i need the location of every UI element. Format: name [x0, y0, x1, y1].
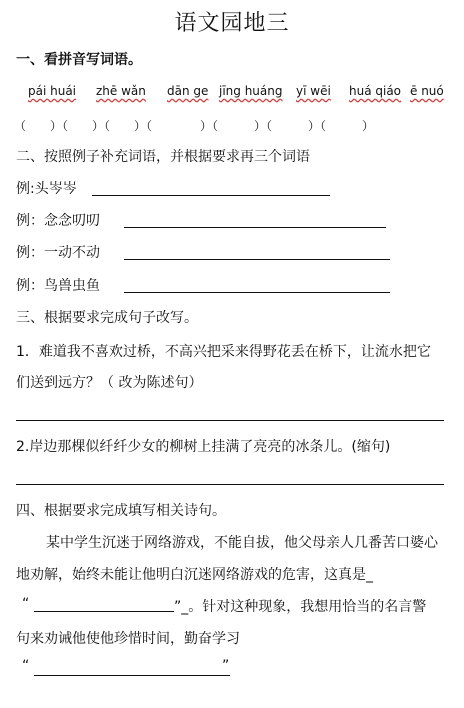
fill-blank-line[interactable] [34, 611, 174, 612]
answer-line[interactable] [124, 227, 386, 228]
paragraph-text: 地劝解，始终未能让他明白沉迷网络游戏的危害，这真是_ [16, 567, 373, 583]
section4-heading: 四、根据要求完成填写相关诗句。 [16, 503, 226, 519]
answer-line[interactable] [16, 420, 444, 421]
quote-open: “ [22, 596, 30, 612]
paragraph-text: 某中学生沉迷于网络游戏，不能自拔，他父母亲人几番苦口婆心 [46, 535, 438, 551]
question-text: 2.岸边那棵似纤纤少女的柳树上挂满了亮亮的冰条儿。(缩句) [16, 439, 391, 455]
answer-line[interactable] [92, 195, 330, 196]
page-title: 语文园地三 [174, 11, 290, 36]
section3-heading: 三、根据要求完成句子改写。 [16, 310, 198, 326]
answer-line[interactable] [16, 484, 444, 485]
pinyin-item: dān ge [167, 84, 209, 98]
answer-parentheses: （ ）（ ）（ ）（ ）（ ）（ ）（ ） [14, 119, 375, 133]
section2-heading: 二、按照例子补充词语，并根据要求再三个词语 [16, 149, 310, 165]
pinyin-item: zhē wǎn [96, 84, 146, 98]
example-label: 例：鸟兽虫鱼 [16, 278, 100, 294]
fill-blank-line[interactable] [34, 675, 230, 676]
paragraph-text: 句来劝诫他使他珍惜时间，勤奋学习 [16, 631, 240, 647]
pinyin-item: ē nuó [410, 84, 444, 98]
pinyin-item: pái huái [28, 84, 77, 98]
quote-close: ” [222, 658, 230, 674]
example-label: 例：念念叨叨 [16, 213, 100, 229]
example-label: 例:头岑岑 [16, 181, 77, 197]
answer-line[interactable] [124, 259, 390, 260]
quote-open: “ [22, 658, 30, 674]
answer-line[interactable] [124, 292, 390, 293]
question-text: 们送到远方？（ 改为陈述句） [16, 375, 203, 391]
question-text: 1．难道我不喜欢过桥，不高兴把采来得野花丢在桥下，让流水把它 [16, 344, 431, 360]
section1-heading: 一、看拼音写词语。 [16, 52, 142, 68]
pinyin-item: huá qiáo [349, 84, 402, 98]
example-label: 例：一动不动 [16, 245, 100, 261]
paragraph-text: ”_。针对这种现象，我想用恰当的名言警 [174, 599, 427, 615]
pinyin-item: yī wēi [296, 84, 331, 98]
pinyin-item: jīng huáng [219, 84, 283, 98]
